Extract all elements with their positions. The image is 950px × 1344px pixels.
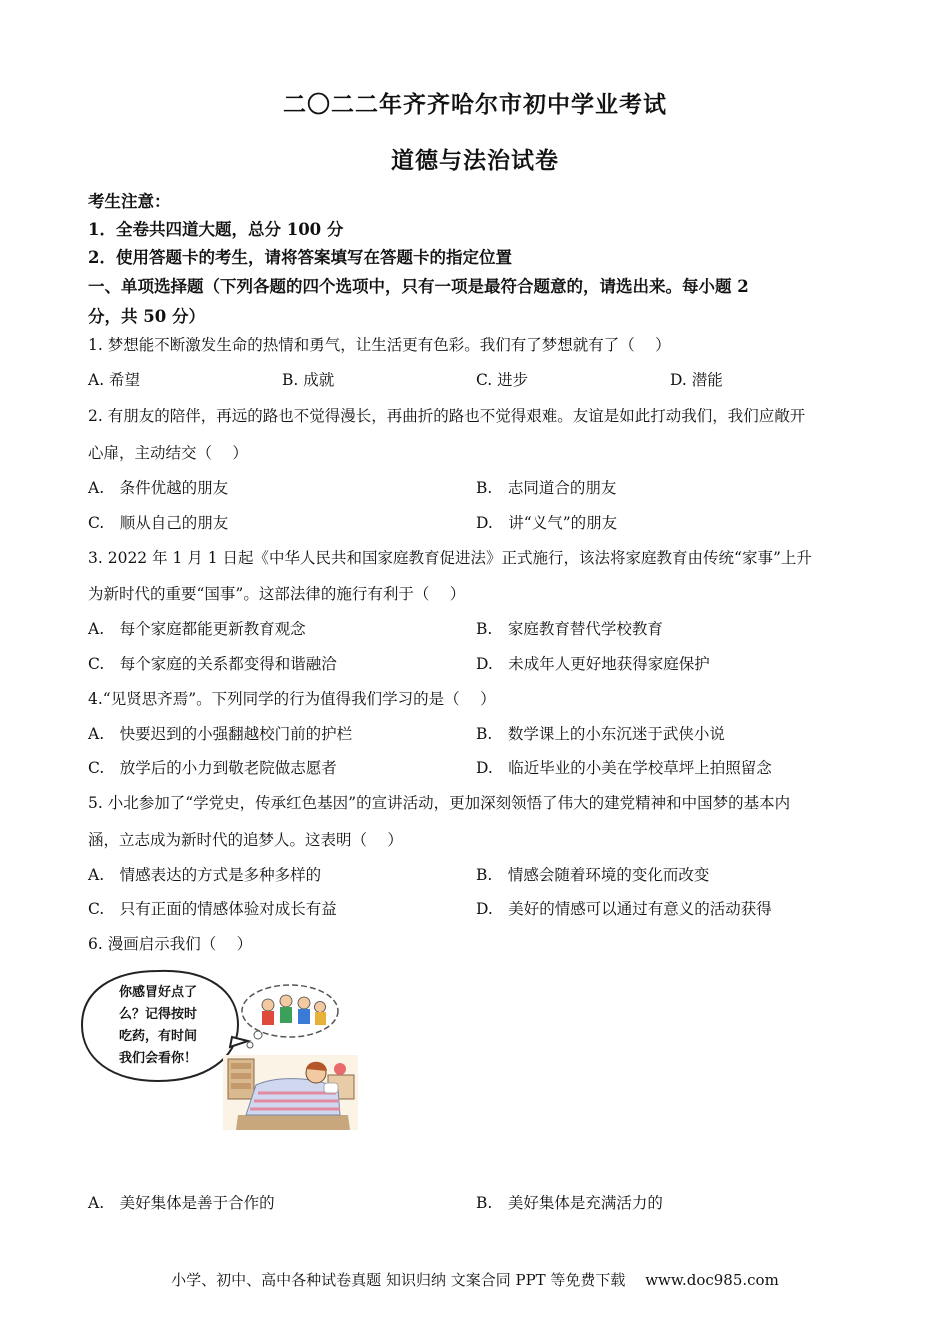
question-5-option-d: D. 美好的情感可以通过有意义的活动获得 (476, 900, 772, 918)
question-1-stem: 1. 梦想能不断激发生命的热情和勇气，让生活更有色彩。我们有了梦想就有了（ ） (88, 336, 671, 354)
bubble-line-3: 吃药，有时间 (118, 1029, 198, 1044)
question-3-stem-line1: 3. 2022 年 1 月 1 日起《中华人民共和国家庭教育促进法》正式施行，该法将家庭教育由传统“家事”上升 (88, 549, 812, 567)
question-1-option-b: B. 成就 (282, 371, 335, 389)
thought-cloud (242, 985, 338, 1048)
question-2-option-b: B. 志同道合的朋友 (476, 479, 617, 497)
question-4-option-d: D. 临近毕业的小美在学校草坪上拍照留念 (476, 759, 772, 777)
question-3-option-b: B. 家庭教育替代学校教育 (476, 620, 663, 638)
bedroom-scene (223, 1055, 358, 1130)
question-6-option-a: A. 美好集体是善于合作的 (88, 1194, 275, 1212)
question-3-stem-line2: 为新时代的重要“国事”。这部法律的施行有利于（ ） (88, 585, 466, 603)
section-heading-line1: 一、单项选择题（下列各题的四个选项中，只有一项是最符合题意的，请选出来。每小题 2 (88, 277, 749, 296)
question-4-stem: 4.“见贤思齐焉”。下列同学的行为值得我们学习的是（ ） (88, 690, 496, 708)
question-2-option-d: D. 讲“义气”的朋友 (476, 514, 618, 532)
question-2-option-a: A. 条件优越的朋友 (88, 479, 229, 497)
question-2-stem-line1: 2. 有朋友的陪伴，再远的路也不觉得漫长，再曲折的路也不觉得艰难。友谊是如此打动我们，我们应敞开 (88, 407, 806, 425)
question-4-option-b: B. 数学课上的小东沉迷于武侠小说 (476, 725, 725, 743)
question-5-option-c: C. 只有正面的情感体验对成长有益 (88, 900, 337, 918)
notice-item-2: 2．使用答题卡的考生，请将答案填写在答题卡的指定位置 (88, 248, 512, 267)
bubble-line-2: 么？记得按时 (118, 1007, 198, 1022)
question-1-option-c: C. 进步 (476, 371, 529, 389)
question-4-option-a: A. 快要迟到的小强翻越校门前的护栏 (88, 725, 353, 743)
question-5-option-b: B. 情感会随着环境的变化而改变 (476, 866, 710, 884)
question-5-option-a: A. 情感表达的方式是多种多样的 (88, 866, 322, 884)
notice-heading: 考生注意： (88, 192, 171, 211)
question-2-stem-line2: 心扉，主动结交（ ） (88, 444, 248, 462)
question-3-option-d: D. 未成年人更好地获得家庭保护 (476, 655, 710, 673)
bubble-line-4: 我们会看你！ (118, 1051, 198, 1066)
question-4-option-c: C. 放学后的小力到敬老院做志愿者 (88, 759, 337, 777)
question-1-option-d: D. 潜能 (670, 371, 723, 389)
exam-title: 二〇二二年齐齐哈尔市初中学业考试 (283, 91, 667, 118)
question-6-option-b: B. 美好集体是充满活力的 (476, 1194, 663, 1212)
comic-illustration (78, 965, 368, 1135)
question-5-stem-line2: 涵，立志成为新时代的追梦人。这表明（ ） (88, 831, 403, 849)
question-6-stem: 6. 漫画启示我们（ ） (88, 935, 253, 953)
bubble-line-1: 你感冒好点了 (118, 985, 198, 1000)
question-5-stem-line1: 5. 小北参加了“学党史，传承红色基因”的宣讲活动，更加深刻领悟了伟大的建党精神和中国梦的基本内 (88, 794, 791, 812)
exam-subtitle: 道德与法治试卷 (391, 147, 559, 174)
question-3-option-a: A. 每个家庭都能更新教育观念 (88, 620, 306, 638)
page-footer: 小学、初中、高中各种试卷真题 知识归纳 文案合同 PPT 等免费下载 www.doc985.com (171, 1271, 779, 1289)
question-3-option-c: C. 每个家庭的关系都变得和谐融洽 (88, 655, 337, 673)
section-heading-line2: 分，共 50 分） (88, 307, 205, 326)
notice-item-1: 1．全卷共四道大题，总分 100 分 (88, 220, 344, 239)
question-2-option-c: C. 顺从自己的朋友 (88, 514, 229, 532)
question-1-option-a: A. 希望 (88, 371, 141, 389)
